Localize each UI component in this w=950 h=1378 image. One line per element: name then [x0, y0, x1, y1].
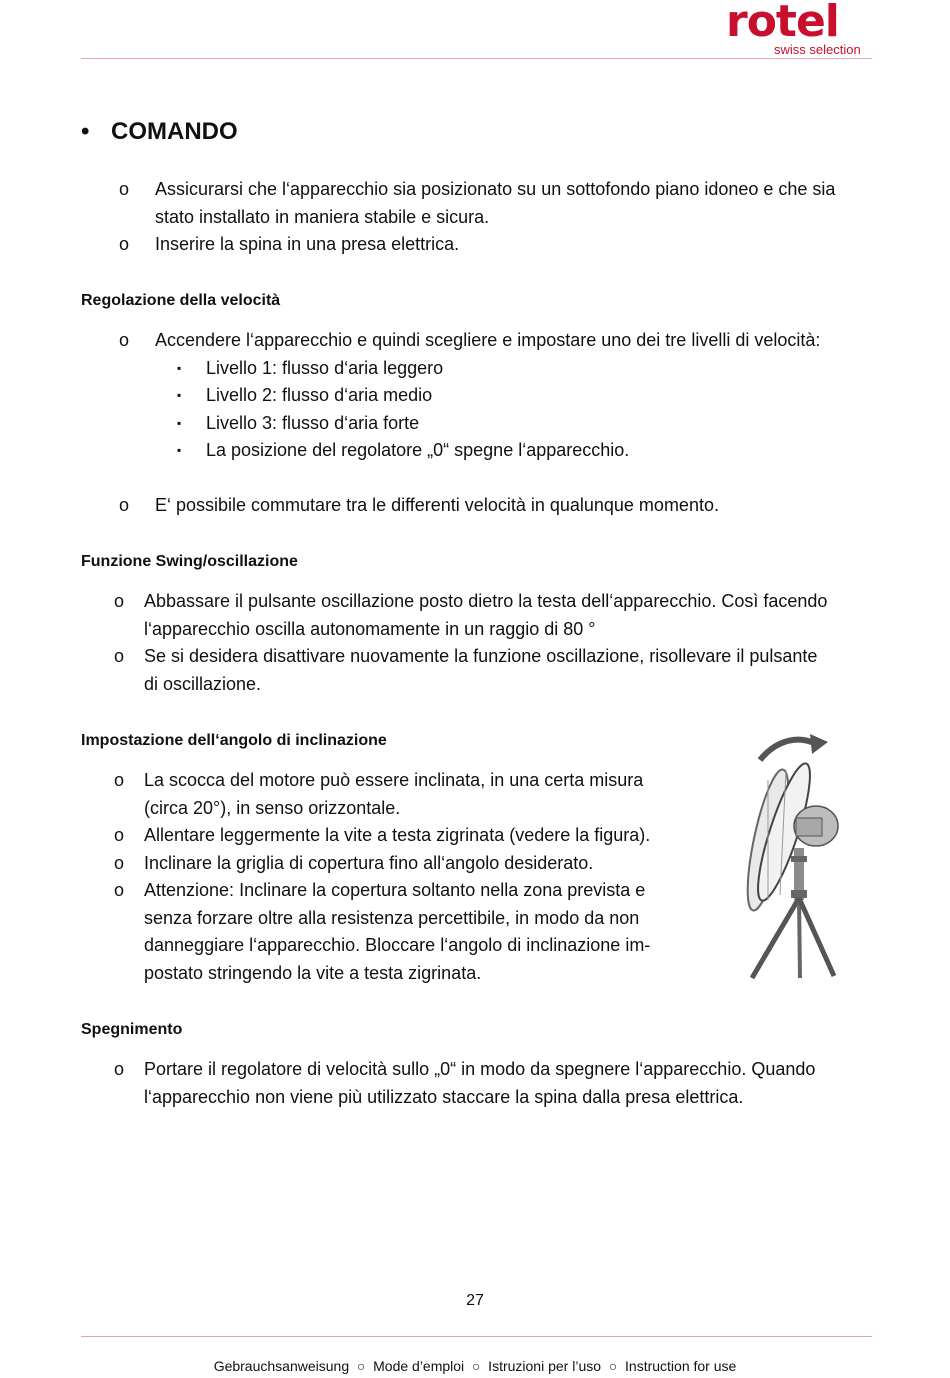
swing-heading: Funzione Swing/oscillazione [81, 553, 298, 570]
intro-item-2 [119, 231, 875, 259]
intro-item-2-text: Inserire la spina in una presa elettrica. [155, 234, 460, 254]
speed-level-0-text: La posizione del regolatore „0“ spegne l‘apparecchio. [206, 440, 630, 460]
speed-item-2 [119, 492, 875, 520]
speed-level-2-text: Livello 2: flusso d‘aria medio [206, 385, 433, 405]
tilt-item-2-line1: Allentare leggermente la vite a testa zigrinata (vedere la figura). [144, 825, 651, 845]
square-marker: ▪ [177, 361, 182, 375]
square-marker: ▪ [177, 388, 182, 402]
intro-item-1 [119, 176, 875, 231]
speed-item-2-text: E‘ possibile commutare tra le differenti velocità in qualunque momento. [155, 495, 719, 515]
brand-tagline: swiss selection [774, 42, 861, 57]
list-marker: o [119, 330, 130, 350]
speed-level-1 [177, 355, 444, 383]
speed-level-2 [177, 382, 433, 410]
footer-rule [81, 1336, 872, 1337]
list-marker: o [119, 179, 130, 199]
off-item-line2: l‘apparecchio non viene più utilizzato staccare la spina dalla presa elettrica. [144, 1086, 744, 1107]
footer-text: Gebrauchsanweisung ○ Mode d’emploi ○ Istruzioni per l’uso ○ Instruction for use [213, 1358, 737, 1374]
section-title [81, 118, 238, 146]
speed-level-0 [177, 437, 630, 465]
list-marker: o [114, 770, 125, 790]
tilt-item-4-line4: postato stringendo la vite a testa zigrinata. [144, 962, 482, 983]
speed-item-1-text: Accendere l‘apparecchio e quindi scegliere e impostare uno dei tre livelli di velocità: [155, 330, 821, 350]
tilt-item-1-line1: La scocca del motore può essere inclinata, in una certa misura [144, 770, 644, 790]
list-marker: o [114, 591, 125, 611]
tilt-item-4-line2: senza forzare oltre alla resistenza percettibile, in modo da non [144, 907, 640, 928]
intro-item-1-line1: Assicurarsi che l‘apparecchio sia posizionato su un sottofondo piano idoneo e che sia [155, 179, 836, 199]
page-number: 27 [466, 1292, 484, 1309]
tilt-heading: Impostazione dell‘angolo di inclinazione [81, 732, 387, 749]
tilt-item-3-line1: Inclinare la griglia di copertura fino all‘angolo desiderato. [144, 853, 594, 873]
tilt-item-1 [114, 767, 688, 822]
list-marker: o [114, 880, 125, 900]
swing-item-2-line1: Se si desidera disattivare nuovamente la funzione oscillazione, risollevare il pulsante [144, 646, 818, 666]
speed-level-3 [177, 410, 420, 438]
list-marker: o [114, 1059, 125, 1079]
section-bullet: • [81, 118, 90, 145]
list-marker: o [114, 853, 125, 873]
square-marker: ▪ [177, 416, 182, 430]
section-title-text: COMANDO [111, 118, 238, 145]
off-item-line1: Portare il regolatore di velocità sullo „0“ in modo da spegnere l‘apparecchio. Quando [144, 1059, 816, 1079]
swing-item-2-line2: di oscillazione. [144, 673, 262, 694]
tilt-item-4-line1: Attenzione: Inclinare la copertura soltanto nella zona prevista e [144, 880, 646, 900]
swing-item-1-line1: Abbassare il pulsante oscillazione posto dietro la testa dell‘apparecchio. Così facendo [144, 591, 828, 611]
speed-level-1-text: Livello 1: flusso d‘aria leggero [206, 358, 444, 378]
list-marker: o [114, 646, 125, 666]
tilting-fan-illustration [738, 730, 842, 980]
tilt-item-2 [114, 822, 688, 850]
square-marker: ▪ [177, 443, 182, 457]
list-marker: o [114, 825, 125, 845]
intro-item-1-line2: stato installato in maniera stabile e sicura. [155, 206, 490, 227]
brand-logo [720, 0, 872, 58]
tilt-item-3 [114, 850, 688, 878]
tilt-item-4-line3: danneggiare l‘apparecchio. Bloccare l‘angolo di inclinazione im- [144, 935, 651, 955]
tilt-item-4 [114, 877, 688, 987]
list-marker: o [119, 234, 130, 254]
list-marker: o [119, 495, 130, 515]
speed-item-1 [119, 327, 875, 355]
off-heading: Spegnimento [81, 1021, 183, 1038]
speed-level-3-text: Livello 3: flusso d‘aria forte [206, 413, 420, 433]
header-rule [81, 58, 872, 59]
swing-item-1 [114, 588, 872, 643]
swing-item-2 [114, 643, 872, 698]
brand-name: rotel [726, 0, 839, 47]
off-item [114, 1056, 872, 1111]
speed-heading: Regolazione della velocità [81, 292, 281, 309]
tilt-item-1-line2: (circa 20°), in senso orizzontale. [144, 797, 401, 818]
swing-item-1-line2: l‘apparecchio oscilla autonomamente in un raggio di 80 ° [144, 618, 596, 639]
